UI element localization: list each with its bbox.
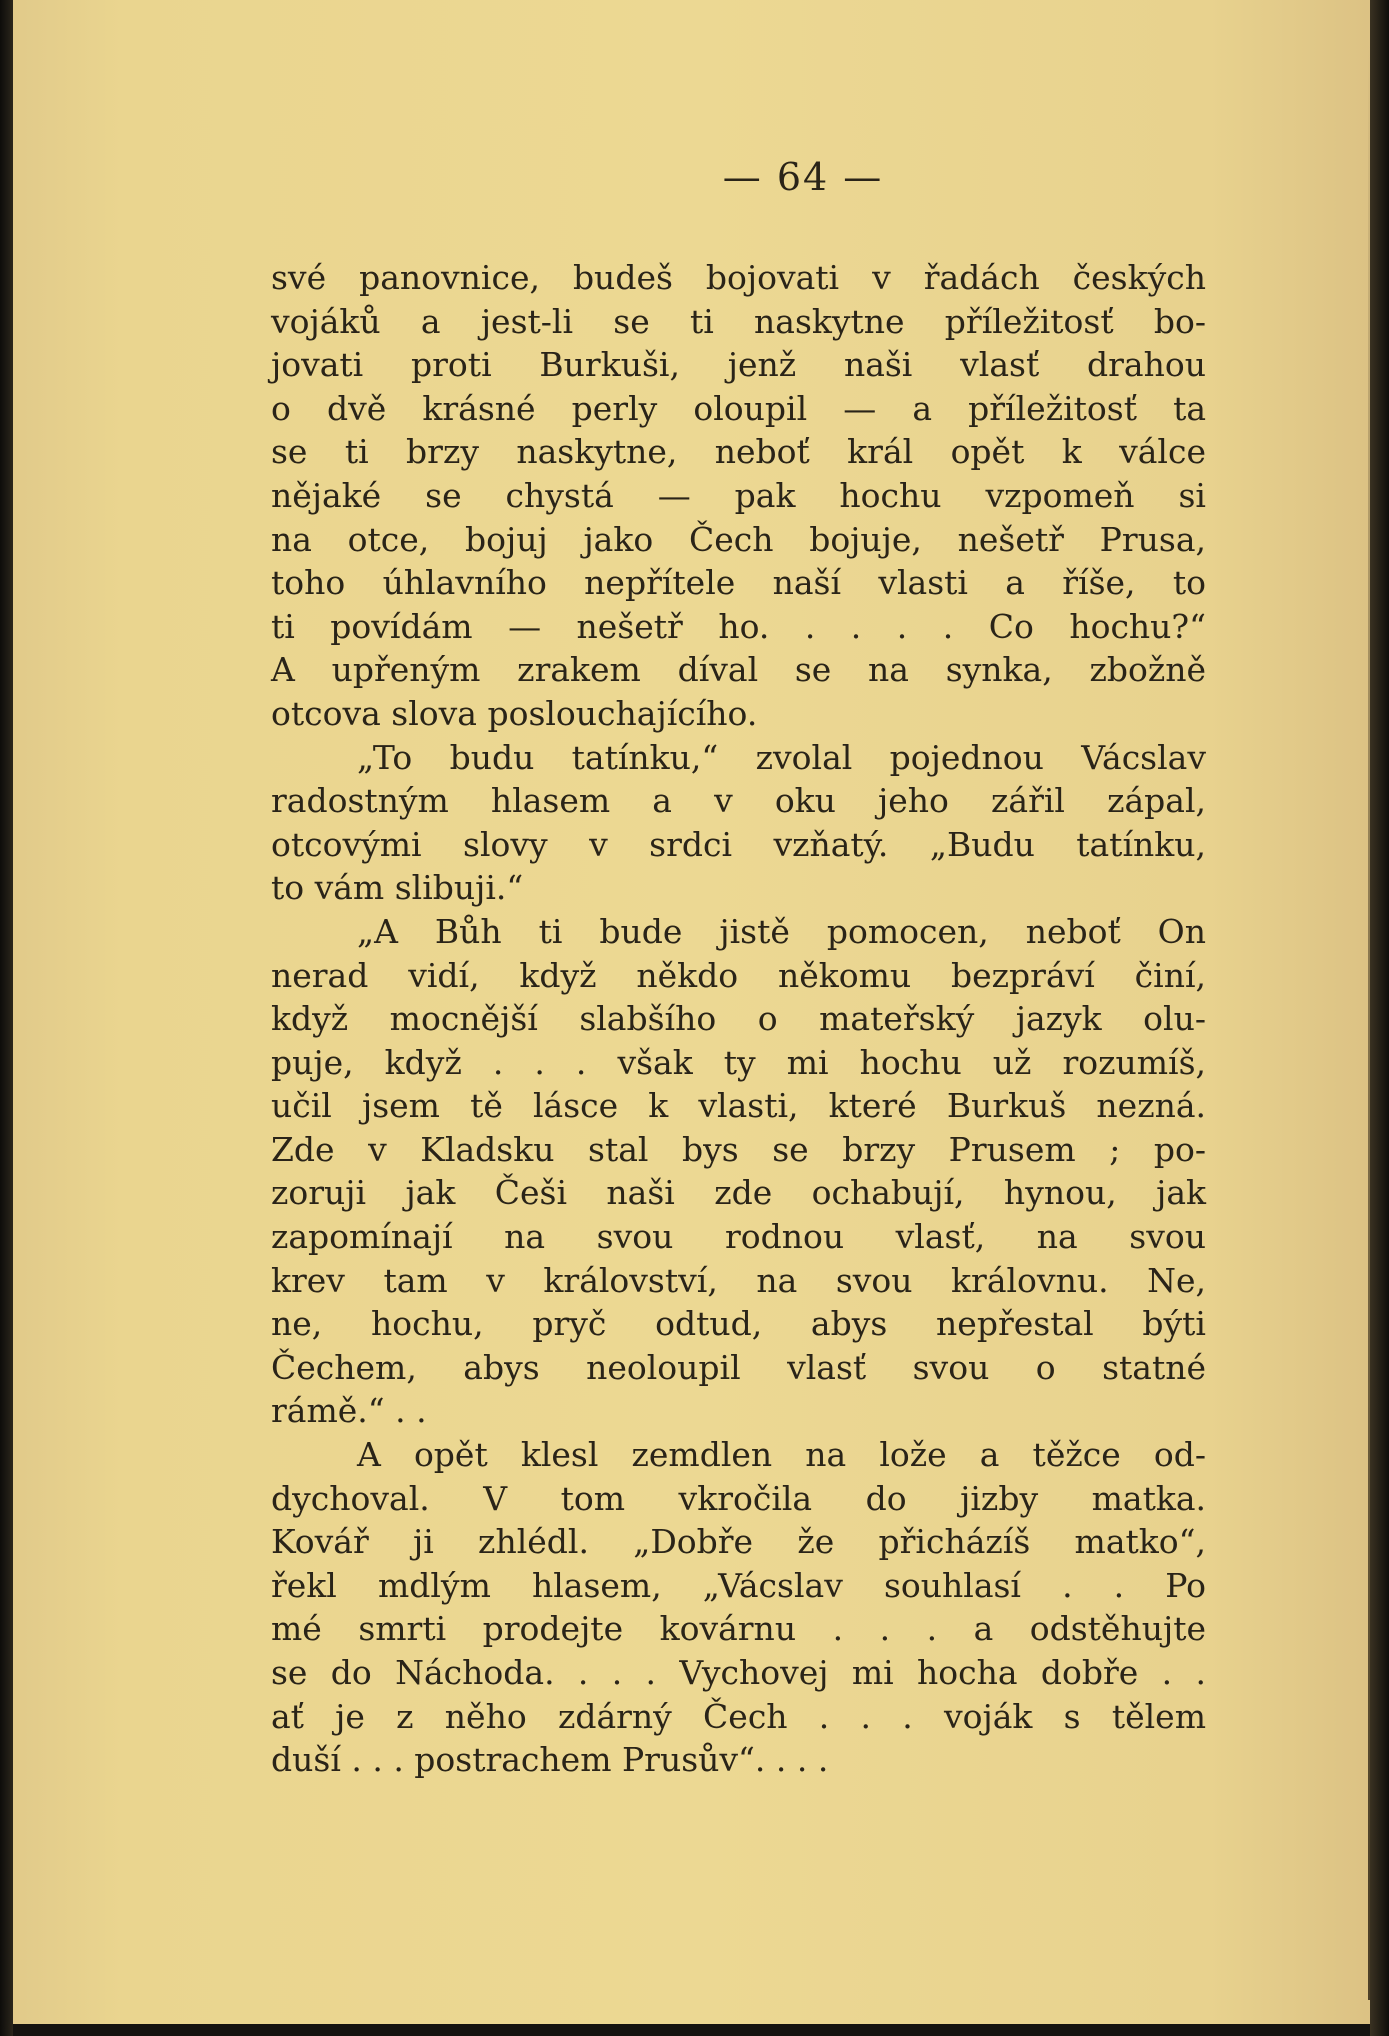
text-line: řekl mdlým hlasem, „Vácslav souhlasí . . Po — [271, 1565, 1206, 1605]
text-line: dychoval. V tom vkročila do jizby matka. — [271, 1478, 1206, 1518]
text-line: jovati proti Burkuši, jenž naši vlasť drahou — [271, 345, 1206, 385]
text-line: puje, když . . . však ty mi hochu už rozumíš, — [271, 1042, 1206, 1082]
text-line: když mocnější slabšího o mateřský jazyk olu- — [271, 999, 1206, 1039]
text-line: Kovář ji zhlédl. „Dobře že přicházíš matko“, — [271, 1522, 1206, 1562]
text-line: „A Bůh ti bude jistě pomocen, neboť On — [357, 911, 1206, 951]
text-line: toho úhlavního nepřítele naší vlasti a říše, to — [271, 563, 1206, 603]
text-line: to vám slibuji.“ — [271, 868, 524, 908]
text-line: na otce, bojuj jako Čech bojuje, nešetř Prusa, — [271, 519, 1206, 559]
text-line: otcova slova poslouchajícího. — [271, 693, 758, 733]
text-line: nějaké se chystá — pak hochu vzpomeň si — [271, 475, 1206, 515]
text-line: radostným hlasem a v oku jeho zářil zápal, — [271, 781, 1206, 821]
text-line: duší . . . postrachem Prusův“. . . . — [271, 1740, 829, 1780]
text-line: nerad vidí, když někdo někomu bezpráví činí, — [271, 955, 1206, 995]
text-line: rámě.“ . . — [271, 1391, 427, 1431]
text-line: zapomínají na svou rodnou vlasť, na svou — [271, 1217, 1206, 1257]
text-line: A upřeným zrakem díval se na synka, zbožně — [271, 650, 1206, 690]
text-line: ať je z něho zdárný Čech . . . voják s tělem — [271, 1696, 1206, 1736]
text-line: ne, hochu, pryč odtud, abys nepřestal býti — [271, 1304, 1206, 1344]
text-line: ti povídám — nešetř ho. . . . . Co hochu?“ — [271, 606, 1206, 646]
text-line: o dvě krásné perly oloupil — a příležitosť ta — [271, 388, 1206, 428]
text-line: Zde v Kladsku stal bys se brzy Prusem ; po- — [271, 1129, 1206, 1169]
book-page — [13, 0, 1370, 2024]
text-line: zoruji jak Češi naši zde ochabují, hynou, jak — [271, 1173, 1206, 1213]
text-line: vojáků a jest-li se ti naskytne příležitosť bo- — [271, 301, 1206, 341]
text-line: A opět klesl zemdlen na lože a těžce od- — [357, 1435, 1206, 1475]
body-text — [271, 256, 1206, 1782]
text-line: své panovnice, budeš bojovati v řadách českých — [271, 258, 1206, 297]
binding-edge-right — [1370, 0, 1389, 2036]
text-line: mé smrti prodejte kovárnu . . . a odstěhujte — [271, 1609, 1206, 1649]
page-number: — 64 — — [722, 155, 884, 199]
text-line: krev tam v království, na svou královnu. Ne, — [271, 1260, 1206, 1300]
text-line: se do Náchoda. . . . Vychovej mi hocha dobře . . — [271, 1653, 1206, 1692]
text-line: otcovými slovy v srdci vzňatý. „Budu tatínku, — [271, 824, 1206, 864]
text-line: učil jsem tě lásce k vlasti, které Burkuš nezná. — [271, 1086, 1206, 1126]
binding-edge-left — [0, 0, 13, 2036]
text-line: Čechem, abys neoloupil vlasť svou o statné — [271, 1347, 1206, 1387]
text-line: „To budu tatínku,“ zvolal pojednou Vácslav — [357, 737, 1206, 777]
text-line: se ti brzy naskytne, neboť král opět k válce — [271, 432, 1206, 472]
